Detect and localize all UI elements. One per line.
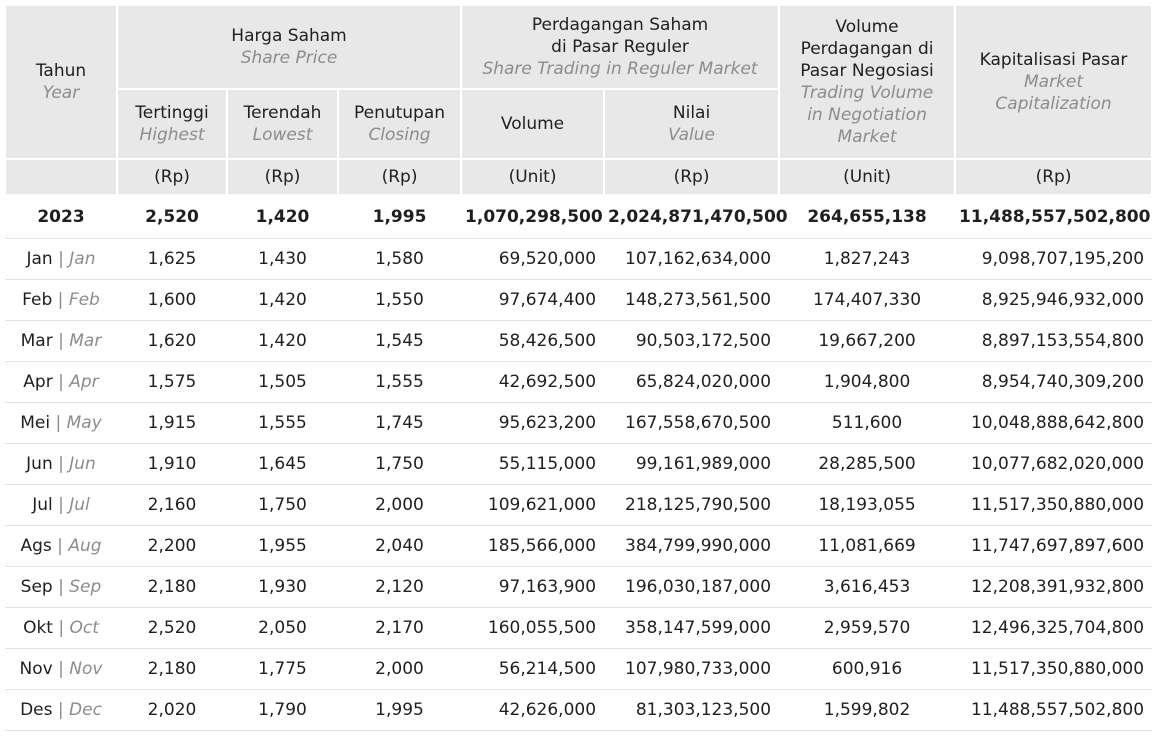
negotiation-header-en-1: Trading Volume [800, 83, 934, 103]
year-header-en: Year [42, 83, 80, 103]
month-id: Okt [23, 618, 53, 638]
month-en: Apr [69, 372, 99, 392]
month-separator: | [58, 618, 65, 638]
annual-closing: 1,995 [338, 195, 461, 239]
value-header [604, 89, 779, 159]
highest-header [117, 89, 227, 159]
cell-value: 218,125,790,500 [604, 485, 779, 526]
month-id: Ags [20, 536, 52, 556]
month-en: Nov [69, 659, 103, 679]
table-row [5, 690, 1152, 731]
month-en: Jan [69, 249, 96, 269]
highest-header-en: Highest [139, 125, 205, 145]
cell-volume: 69,520,000 [461, 239, 604, 280]
lowest-header [227, 89, 338, 159]
volume-header: Volume [461, 89, 604, 159]
month-id: Jan [26, 249, 53, 269]
month-separator: | [57, 290, 64, 310]
month-en: Dec [69, 700, 102, 720]
cell-volume: 42,692,500 [461, 362, 604, 403]
unit-negotiation-volume: (Unit) [779, 159, 955, 195]
cell-lowest: 1,505 [227, 362, 338, 403]
cell-lowest: 1,645 [227, 444, 338, 485]
table-body [5, 195, 1152, 731]
table-row [5, 567, 1152, 608]
cell-value: 196,030,187,000 [604, 567, 779, 608]
month-separator: | [58, 659, 64, 679]
cell-value: 107,980,733,000 [604, 649, 779, 690]
cell-volume: 97,674,400 [461, 280, 604, 321]
closing-header-en: Closing [368, 125, 431, 145]
negotiation-header-id-3: Pasar Negosiasi [800, 61, 934, 81]
cell-value: 107,162,634,000 [604, 239, 779, 280]
cell-highest: 1,625 [117, 239, 227, 280]
cell-closing: 1,995 [338, 690, 461, 731]
cell-highest: 1,620 [117, 321, 227, 362]
cell-highest: 2,160 [117, 485, 227, 526]
month-id: Nov [19, 659, 53, 679]
month-en: Oct [69, 618, 99, 638]
cell-volume: 109,621,000 [461, 485, 604, 526]
cell-market-cap: 10,077,682,020,000 [955, 444, 1152, 485]
cell-market-cap: 8,954,740,309,200 [955, 362, 1152, 403]
cell-market-cap: 12,208,391,932,800 [955, 567, 1152, 608]
cell-negotiation-volume: 1,827,243 [779, 239, 955, 280]
annual-year: 2023 [5, 195, 117, 239]
cell-negotiation-volume: 511,600 [779, 403, 955, 444]
cell-closing: 2,120 [338, 567, 461, 608]
cell-volume: 55,115,000 [461, 444, 604, 485]
month-id: Feb [22, 290, 53, 310]
month-id: Sep [20, 577, 53, 597]
cell-volume: 56,214,500 [461, 649, 604, 690]
cell-highest: 2,180 [117, 649, 227, 690]
cell-negotiation-volume: 3,616,453 [779, 567, 955, 608]
cell-value: 358,147,599,000 [604, 608, 779, 649]
cell-highest: 2,200 [117, 526, 227, 567]
month-cell [5, 362, 117, 403]
cell-negotiation-volume: 18,193,055 [779, 485, 955, 526]
cell-value: 81,303,123,500 [604, 690, 779, 731]
unit-value: (Rp) [604, 159, 779, 195]
lowest-header-id: Terendah [243, 103, 322, 123]
month-id: Apr [23, 372, 53, 392]
closing-header [338, 89, 461, 159]
cell-closing: 2,000 [338, 649, 461, 690]
cell-highest: 1,910 [117, 444, 227, 485]
month-cell [5, 567, 117, 608]
cell-highest: 1,600 [117, 280, 227, 321]
closing-header-id: Penutupan [353, 103, 446, 123]
cell-volume: 58,426,500 [461, 321, 604, 362]
cell-closing: 1,750 [338, 444, 461, 485]
value-header-en: Value [668, 125, 715, 145]
month-cell [5, 239, 117, 280]
cell-lowest: 1,930 [227, 567, 338, 608]
month-cell [5, 649, 117, 690]
negotiation-header-en-3: Market [837, 127, 897, 147]
month-id: Jul [32, 495, 53, 515]
cell-negotiation-volume: 19,667,200 [779, 321, 955, 362]
cell-negotiation-volume: 28,285,500 [779, 444, 955, 485]
cell-value: 90,503,172,500 [604, 321, 779, 362]
share-price-header-id: Harga Saham [231, 26, 347, 46]
cell-closing: 1,745 [338, 403, 461, 444]
table-row [5, 526, 1152, 567]
annual-lowest: 1,420 [227, 195, 338, 239]
table-row [5, 403, 1152, 444]
annual-highest: 2,520 [117, 195, 227, 239]
market-cap-header [955, 5, 1152, 159]
table-row [5, 362, 1152, 403]
month-separator: | [58, 249, 64, 269]
annual-negotiation-volume: 264,655,138 [779, 195, 955, 239]
cell-volume: 42,626,000 [461, 690, 604, 731]
value-header-id: Nilai [672, 103, 711, 123]
annual-row [5, 195, 1152, 239]
cell-volume: 185,566,000 [461, 526, 604, 567]
month-en: Feb [68, 290, 100, 310]
month-cell [5, 321, 117, 362]
regular-market-header [461, 5, 779, 89]
cell-lowest: 1,555 [227, 403, 338, 444]
month-separator: | [58, 331, 64, 351]
market-cap-header-id: Kapitalisasi Pasar [979, 50, 1128, 70]
month-cell [5, 690, 117, 731]
cell-lowest: 2,050 [227, 608, 338, 649]
table-row [5, 608, 1152, 649]
unit-closing: (Rp) [338, 159, 461, 195]
cell-lowest: 1,775 [227, 649, 338, 690]
cell-closing: 1,555 [338, 362, 461, 403]
annual-volume: 1,070,298,500 [461, 195, 604, 239]
cell-lowest: 1,955 [227, 526, 338, 567]
month-en: Jul [69, 495, 90, 515]
cell-market-cap: 11,517,350,880,000 [955, 649, 1152, 690]
month-separator: | [58, 372, 64, 392]
month-separator: | [58, 454, 64, 474]
cell-market-cap: 10,048,888,642,800 [955, 403, 1152, 444]
cell-value: 384,799,990,000 [604, 526, 779, 567]
annual-value: 2,024,871,470,500 [604, 195, 779, 239]
negotiation-volume-header [779, 5, 955, 159]
cell-negotiation-volume: 11,081,669 [779, 526, 955, 567]
share-price-header [117, 5, 461, 89]
cell-value: 148,273,561,500 [604, 280, 779, 321]
year-header-id: Tahun [35, 61, 87, 81]
month-separator: | [58, 577, 64, 597]
negotiation-header-id-1: Volume [835, 17, 899, 37]
cell-volume: 95,623,200 [461, 403, 604, 444]
month-id: Mar [20, 331, 53, 351]
cell-closing: 2,170 [338, 608, 461, 649]
month-id: Mei [20, 413, 51, 433]
table-row [5, 280, 1152, 321]
month-cell [5, 444, 117, 485]
regular-market-header-id-1: Perdagangan Saham [531, 15, 709, 35]
cell-negotiation-volume: 1,904,800 [779, 362, 955, 403]
cell-highest: 2,520 [117, 608, 227, 649]
table-row [5, 485, 1152, 526]
market-cap-header-en-2: Capitalization [995, 94, 1112, 114]
cell-highest: 2,180 [117, 567, 227, 608]
annual-market-cap: 11,488,557,502,800 [955, 195, 1152, 239]
lowest-header-en: Lowest [252, 125, 313, 145]
negotiation-header-en-2: in Negotiation [807, 105, 927, 125]
table-row [5, 649, 1152, 690]
cell-highest: 1,915 [117, 403, 227, 444]
month-cell [5, 608, 117, 649]
cell-market-cap: 11,747,697,897,600 [955, 526, 1152, 567]
month-en: Aug [68, 536, 102, 556]
unit-cell-empty [5, 159, 117, 195]
share-price-header-en: Share Price [240, 48, 338, 68]
cell-value: 65,824,020,000 [604, 362, 779, 403]
regular-market-header-en: Share Trading in Reguler Market [482, 59, 758, 79]
unit-volume: (Unit) [461, 159, 604, 195]
month-cell [5, 485, 117, 526]
cell-value: 99,161,989,000 [604, 444, 779, 485]
cell-lowest: 1,790 [227, 690, 338, 731]
month-separator: | [58, 495, 64, 515]
cell-market-cap: 8,897,153,554,800 [955, 321, 1152, 362]
cell-lowest: 1,430 [227, 239, 338, 280]
cell-market-cap: 8,925,946,932,000 [955, 280, 1152, 321]
month-en: Mar [69, 331, 102, 351]
cell-negotiation-volume: 2,959,570 [779, 608, 955, 649]
cell-highest: 2,020 [117, 690, 227, 731]
month-id: Des [20, 700, 53, 720]
cell-negotiation-volume: 1,599,802 [779, 690, 955, 731]
negotiation-header-id-2: Perdagangan di [800, 39, 934, 59]
month-id: Jun [26, 454, 53, 474]
market-cap-header-en-1: Market [1024, 72, 1084, 92]
month-en: Jun [69, 454, 96, 474]
cell-market-cap: 11,517,350,880,000 [955, 485, 1152, 526]
table-row [5, 321, 1152, 362]
cell-closing: 2,000 [338, 485, 461, 526]
month-separator: | [55, 413, 62, 433]
cell-lowest: 1,420 [227, 280, 338, 321]
regular-market-header-id-2: di Pasar Reguler [551, 37, 689, 57]
cell-closing: 2,040 [338, 526, 461, 567]
month-en: Sep [69, 577, 102, 597]
table-row [5, 444, 1152, 485]
month-cell [5, 403, 117, 444]
table-row [5, 239, 1152, 280]
month-en: May [66, 413, 102, 433]
unit-lowest: (Rp) [227, 159, 338, 195]
cell-volume: 160,055,500 [461, 608, 604, 649]
cell-negotiation-volume: 174,407,330 [779, 280, 955, 321]
cell-market-cap: 11,488,557,502,800 [955, 690, 1152, 731]
cell-closing: 1,545 [338, 321, 461, 362]
cell-lowest: 1,420 [227, 321, 338, 362]
cell-highest: 1,575 [117, 362, 227, 403]
cell-volume: 97,163,900 [461, 567, 604, 608]
month-cell [5, 526, 117, 567]
cell-market-cap: 9,098,707,195,200 [955, 239, 1152, 280]
share-performance-table [4, 4, 1153, 731]
unit-highest: (Rp) [117, 159, 227, 195]
unit-market-cap: (Rp) [955, 159, 1152, 195]
highest-header-id: Tertinggi [135, 103, 209, 123]
cell-negotiation-volume: 600,916 [779, 649, 955, 690]
month-cell [5, 280, 117, 321]
month-separator: | [57, 536, 63, 556]
year-header [5, 5, 117, 159]
month-separator: | [57, 700, 64, 720]
cell-lowest: 1,750 [227, 485, 338, 526]
cell-value: 167,558,670,500 [604, 403, 779, 444]
cell-closing: 1,550 [338, 280, 461, 321]
cell-market-cap: 12,496,325,704,800 [955, 608, 1152, 649]
cell-closing: 1,580 [338, 239, 461, 280]
